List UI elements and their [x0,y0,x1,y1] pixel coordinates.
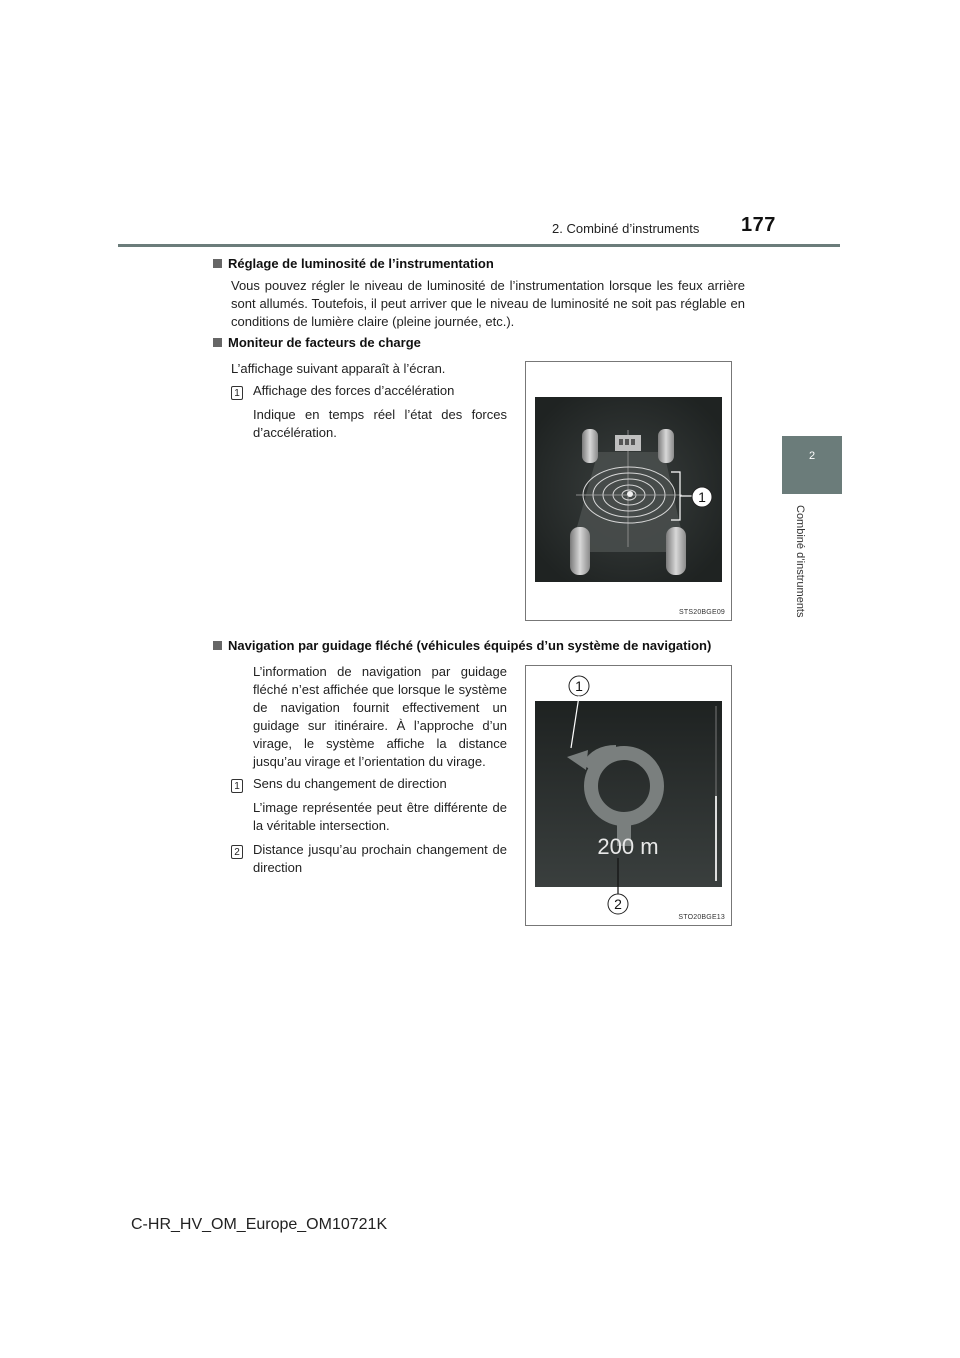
chapter-title: 2. Combiné d’instruments [552,221,700,236]
wheel-rear-left-icon [570,527,590,575]
figure2-callout-2: 2 [614,896,622,912]
chapter-tab-number: 2 [808,450,816,462]
navigation-intro: L’information de navigation par guidage fléché n’est affichée que lorsque le système de navigation fournit effectivement un guidage sur itinéraire. À l’approche d’un virage, le système affiche la distance jusqu’au virage et l’orientation du virage. [253,664,507,769]
header-divider [118,244,840,247]
navigation-item-1-desc: L’image représentée peut être différente de la véritable intersection. [253,800,507,833]
wheel-front-right-icon [658,429,674,463]
load-monitor-intro: L’affichage suivant apparaît à l’écran. [231,361,446,376]
section-body-brightness: Vous pouvez régler le niveau de luminosité de l’instrumentation lorsque les feux arrière sont allumés. Toutefois, il peut arriver que le niveau de luminosité ne soit pas réglable en conditions de lumière claire (pleine journée, etc.). [231,278,745,329]
chapter-tab-label: Combiné d’instruments [794,505,806,618]
wheel-rear-right-icon [666,527,686,575]
navigation-item-1-marker: 1 [231,776,243,794]
navigation-item-2-marker: 2 [231,842,243,860]
figure1-callout-1: 1 [698,489,706,505]
wheel-front-left-icon [582,429,598,463]
navigation-item-1-label: Sens du changement de direction [253,776,447,791]
document-id: C-HR_HV_OM_Europe_OM10721K [131,1216,388,1233]
g-force-display-illustration [526,362,731,620]
bullet-square-icon [213,338,222,347]
figure2-callout-1: 1 [575,678,583,694]
load-monitor-item-desc: Indique en temps réel l’état des forces d’accélération. [253,407,507,440]
bullet-square-icon [213,641,222,650]
load-monitor-item-marker: 1 [231,383,243,401]
figure-code-load-monitor: STS20BGE09 [679,609,725,616]
bullet-square-icon [213,259,222,268]
turn-guidance-illustration [526,666,731,925]
section-title-brightness: Réglage de luminosité de l’instrumentation [213,256,494,271]
figure-code-navigation: STO20BGE13 [678,914,725,921]
navigation-item-2-label: Distance jusqu’au prochain changement de direction [253,842,507,875]
figure-load-monitor [525,361,732,621]
chapter-tab [782,436,842,494]
load-monitor-item-label: Affichage des forces d’accélération [253,383,455,398]
section-title-navigation: Navigation par guidage fléché (véhicules équipés d’un système de navigation) [213,638,711,653]
section-title-load-monitor: Moniteur de facteurs de charge [213,335,421,350]
distance-readout: 200 m [597,834,659,859]
page-number: 177 [741,214,776,236]
figure-navigation [525,665,732,926]
